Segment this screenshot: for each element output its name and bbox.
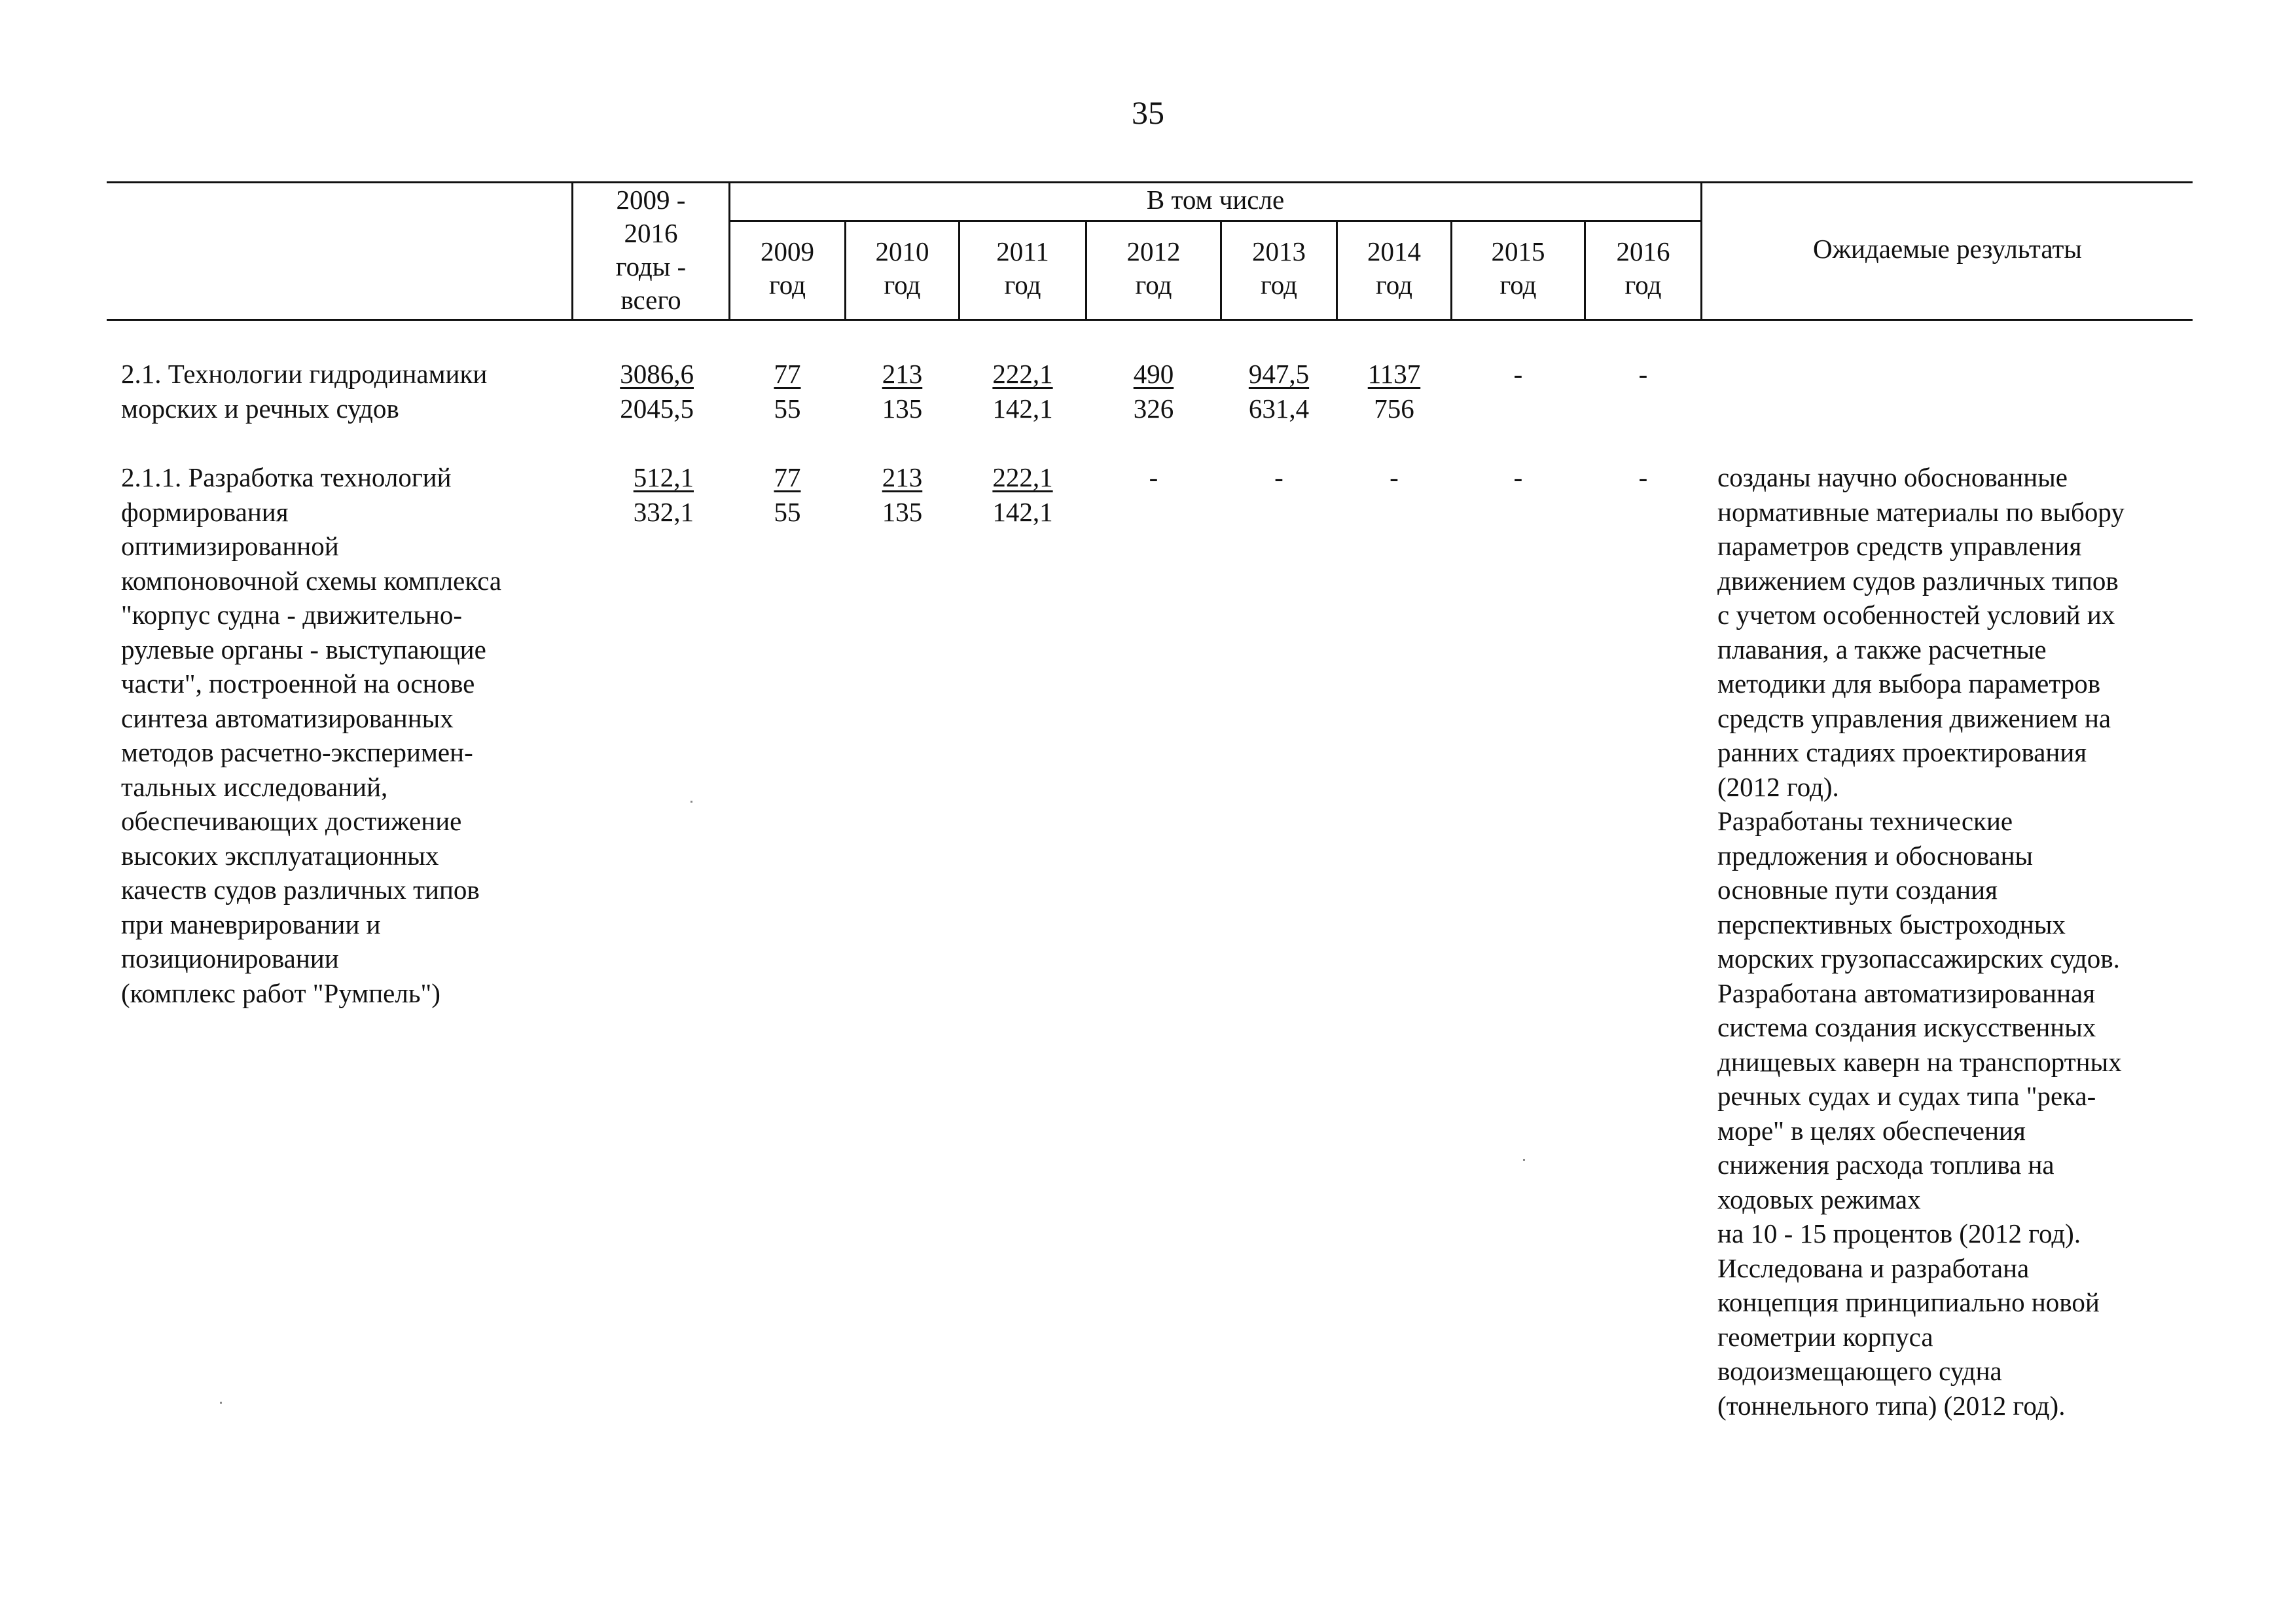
header-year-unit: год xyxy=(769,270,806,300)
header-total xyxy=(573,183,728,317)
row-total-bottom: 2045,5 xyxy=(620,393,694,424)
header-total-line: 2009 - xyxy=(616,185,686,215)
row-name-line: "корпус судна - движительно- xyxy=(121,600,462,630)
row-year-top xyxy=(1222,357,1336,392)
row-results-line: основные пути создания xyxy=(1717,875,1998,905)
row-name-line: оптимизированной xyxy=(121,531,339,561)
row-results-line: Разработана автоматизированная xyxy=(1717,977,2096,1008)
header-year: 2012 xyxy=(1126,236,1181,266)
row-name-line: методов расчетно-эксперимен- xyxy=(121,737,473,767)
header-year: 2014 xyxy=(1367,236,1421,266)
header-year-unit: год xyxy=(1261,270,1297,300)
header-total-line: годы - xyxy=(615,251,687,282)
row-results-line: система создания искусственных xyxy=(1717,1012,2096,1042)
row-year-top-value: 213 xyxy=(882,462,923,492)
row-year-bottom: 142,1 xyxy=(992,393,1053,424)
row-total-bottom: 332,1 xyxy=(633,497,694,527)
header-year-2010 xyxy=(846,235,958,302)
row-year-2016 xyxy=(1586,460,1700,495)
row-year-top: - xyxy=(1513,462,1523,492)
header-year-2015 xyxy=(1452,235,1584,302)
row-year-top-value: 1137 xyxy=(1367,359,1421,389)
row-results-line: средств управления движением на xyxy=(1717,702,2111,733)
row-results-line: днищевых каверн на транспортных xyxy=(1717,1046,2122,1077)
header-year: 2011 xyxy=(996,236,1049,266)
header-year-2014 xyxy=(1338,235,1450,302)
row-year-bottom: 135 xyxy=(882,393,923,424)
row-name-line: формирования xyxy=(121,496,289,527)
row-total xyxy=(576,357,694,426)
row-name-line: части", построенной на основе xyxy=(121,668,475,699)
row-results-line: речных судах и судах типа "река- xyxy=(1717,1081,2096,1111)
header-year: 2009 xyxy=(761,236,814,266)
row-year-top-value: 222,1 xyxy=(992,359,1053,389)
row-year-bottom: 142,1 xyxy=(992,497,1053,527)
row-name-line: при маневрировании и xyxy=(121,909,381,939)
row-year-top-value: 77 xyxy=(774,359,801,389)
row-year-bottom: 756 xyxy=(1374,393,1414,424)
row-name-line: компоновочной схемы комплекса xyxy=(121,565,502,596)
row-year-top-value: 77 xyxy=(774,462,801,492)
row-year-2010 xyxy=(846,460,958,530)
row-name-line: 2.1.1. Разработка технологий xyxy=(121,462,452,492)
row-results-line: (2012 год). xyxy=(1717,771,1839,802)
row-name-line: тальных исследований, xyxy=(121,771,388,802)
row-year-2013 xyxy=(1222,357,1336,426)
row-results-line: морских грузопассажирских судов. xyxy=(1717,943,2120,974)
row-year-top xyxy=(1338,357,1450,392)
scan-speck xyxy=(220,1402,222,1404)
row-year-bottom: 631,4 xyxy=(1248,393,1310,424)
row-name-line: (комплекс работ "Румпель") xyxy=(121,977,440,1008)
header-year-unit: год xyxy=(1499,270,1537,300)
row-results-line: предложения и обоснованы xyxy=(1717,840,2034,871)
header-year-2012 xyxy=(1087,235,1220,302)
row-name-line: морских и речных судов xyxy=(121,393,399,424)
row-name-line: рулевые органы - выступающие xyxy=(121,634,486,665)
header-year: 2010 xyxy=(875,236,929,266)
row-results xyxy=(1717,460,2125,1423)
scan-speck xyxy=(1523,1159,1525,1161)
row-results-line: нормативные материалы по выбору xyxy=(1717,496,2125,527)
row-year-bottom: 55 xyxy=(774,497,801,527)
row-year-2010 xyxy=(846,357,958,426)
row-year-2009 xyxy=(730,357,844,426)
row-name-line: качеств судов различных типов xyxy=(121,875,480,905)
header-year-unit: год xyxy=(884,270,921,300)
row-year-top-value: 213 xyxy=(882,359,923,389)
row-year-top: - xyxy=(1149,462,1158,492)
row-year-top: - xyxy=(1390,462,1399,492)
row-results-line: плавания, а также расчетные xyxy=(1717,634,2047,665)
scan-speck xyxy=(691,801,692,803)
row-name-line: синтеза автоматизированных xyxy=(121,702,454,733)
row-year-top xyxy=(730,460,844,495)
row-year-2015 xyxy=(1452,460,1584,495)
row-year-top: - xyxy=(1274,462,1283,492)
row-year-bottom: 326 xyxy=(1133,393,1174,424)
row-year-top xyxy=(960,460,1085,495)
row-results-line: ранних стадиях проектирования xyxy=(1717,737,2087,767)
row-results-line: ходовых режимах xyxy=(1717,1184,1921,1214)
row-year-top-value: 490 xyxy=(1133,359,1174,389)
header-year: 2013 xyxy=(1252,236,1306,266)
row-year-2012 xyxy=(1087,460,1220,495)
row-year-2016 xyxy=(1586,357,1700,392)
row-year-top-value: 222,1 xyxy=(992,462,1053,492)
header-bottom-rule xyxy=(107,319,2193,321)
row-name xyxy=(121,357,487,426)
row-results-line: перспективных быстроходных xyxy=(1717,909,2066,939)
header-total-line: всего xyxy=(620,285,681,315)
header-year-unit: год xyxy=(1624,270,1662,300)
row-results-line: водоизмещающего судна xyxy=(1717,1356,2002,1386)
row-name xyxy=(121,460,501,1010)
header-year-2016 xyxy=(1586,235,1700,302)
row-results-line: снижения расхода топлива на xyxy=(1717,1150,2054,1180)
page-number: 35 xyxy=(1132,94,1164,131)
row-year-bottom: 135 xyxy=(882,497,923,527)
row-year-2011 xyxy=(960,460,1085,530)
row-results-line: с учетом особенностей условий их xyxy=(1717,600,2115,630)
row-year-top-value: 947,5 xyxy=(1248,359,1310,389)
row-year-top xyxy=(960,357,1085,392)
row-year-2014 xyxy=(1338,460,1450,495)
header-year-2011 xyxy=(960,235,1085,302)
header-year: 2016 xyxy=(1616,236,1670,266)
row-year-2012 xyxy=(1087,357,1220,426)
header-year-unit: год xyxy=(1376,270,1412,300)
header-results: Ожидаемые результаты xyxy=(1813,234,2082,264)
row-year-2015 xyxy=(1452,357,1584,392)
row-results-line: концепция принципиально новой xyxy=(1717,1287,2100,1317)
row-total-top: 3086,6 xyxy=(620,359,694,389)
row-total-top: 512,1 xyxy=(633,462,694,492)
header-year: 2015 xyxy=(1491,236,1545,266)
row-year-2011 xyxy=(960,357,1085,426)
year-group-rule xyxy=(728,220,1700,222)
header-group-label: В том числе xyxy=(1146,185,1285,215)
header-year-2009 xyxy=(730,235,844,302)
row-year-top xyxy=(846,460,958,495)
row-year-top xyxy=(846,357,958,392)
row-total xyxy=(576,460,694,530)
row-results-line: Исследована и разработана xyxy=(1717,1252,2030,1283)
header-year-unit: год xyxy=(1135,270,1172,300)
row-year-top: - xyxy=(1638,359,1648,389)
row-results-line: движением судов различных типов xyxy=(1717,565,2119,596)
header-total-line: 2016 xyxy=(624,218,678,248)
header-year-unit: год xyxy=(1004,270,1041,300)
row-results-line: Разработаны технические xyxy=(1717,806,2013,836)
row-results-line: на 10 - 15 процентов (2012 год). xyxy=(1717,1218,2081,1249)
row-year-2014 xyxy=(1338,357,1450,426)
row-year-bottom: 55 xyxy=(774,393,801,424)
row-results-line: методики для выбора параметров xyxy=(1717,668,2101,699)
row-results-line: море" в целях обеспечения xyxy=(1717,1115,2026,1146)
row-year-2009 xyxy=(730,460,844,530)
row-results-line: параметров средств управления xyxy=(1717,531,2082,561)
row-year-top: - xyxy=(1513,359,1523,389)
row-name-line: обеспечивающих достижение xyxy=(121,806,462,836)
header-year-2013 xyxy=(1222,235,1336,302)
row-year-top: - xyxy=(1638,462,1648,492)
row-year-top xyxy=(730,357,844,392)
row-name-line: позиционировании xyxy=(121,943,339,974)
row-results-line: геометрии корпуса xyxy=(1717,1321,1933,1352)
row-year-top xyxy=(1087,357,1220,392)
row-name-line: 2.1. Технологии гидродинамики xyxy=(121,359,488,389)
row-results-line: созданы научно обоснованные xyxy=(1717,462,2068,492)
row-year-2013 xyxy=(1222,460,1336,495)
row-name-line: высоких эксплуатационных xyxy=(121,840,439,871)
row-results-line: (тоннельного типа) (2012 год). xyxy=(1717,1390,2066,1421)
